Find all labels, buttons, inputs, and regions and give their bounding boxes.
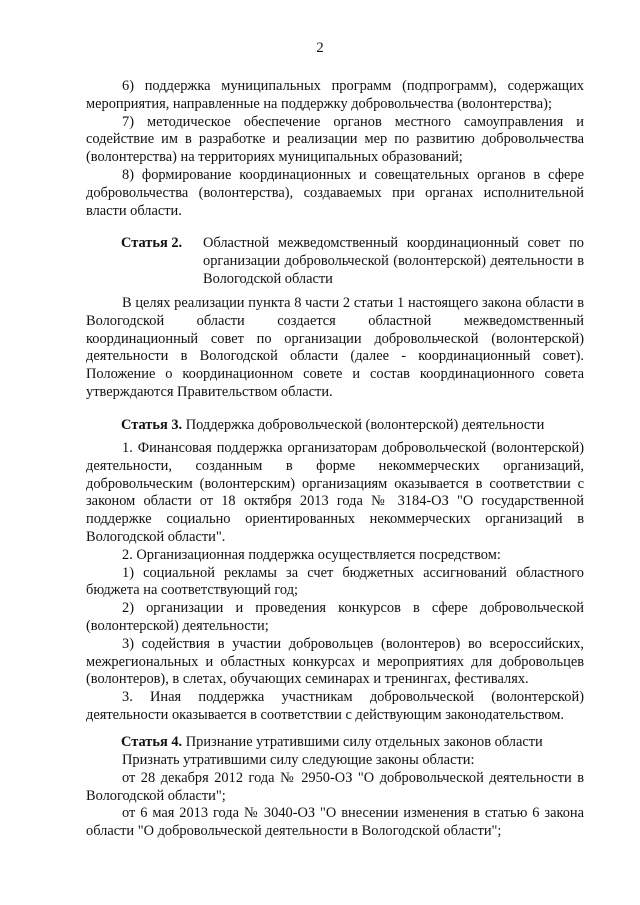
article-3-heading [121, 417, 584, 435]
article-4-label: Статья 4. [121, 734, 183, 750]
article-2-paragraph: В целях реализации пункта 8 части 2 статьи 1 настоящего закона области в Вологодской области создается областной межведомственный координационный совет по организации добровольческой (волонтерской) деятельности в Вологодской области (далее - координационный совет). Положение о координационном совете и состав координационного совета утверждаются Правительством области. [86, 295, 584, 400]
intro-item-8: 8) формирование координационных и совещательных органов в сфере добровольчества (волонтерства), создаваемых при органах исполнительной власти области. [86, 166, 584, 219]
article-4-item-1: от 28 декабря 2012 года № 2950-ОЗ "О добровольческой деятельности в Вологодской области"; [86, 769, 584, 804]
article-3-paragraph-2: 2. Организационная поддержка осуществляется посредством: [122, 546, 501, 563]
article-4-heading [121, 734, 584, 752]
article-3-item-2: 2) организации и проведения конкурсов в сфере добровольческой (волонтерской) деятельности; [86, 600, 584, 634]
intro-list [86, 78, 584, 220]
article-3-label: Статья 3. [121, 417, 183, 433]
article-4-paragraph-1: Признать утратившими силу следующие законы области: [122, 752, 475, 768]
article-4-item-2: от 6 мая 2013 года № 3040-ОЗ "О внесении изменения в статью 6 закона области "О добровольческой деятельности в Вологодской области"; [86, 805, 584, 840]
page-number: 2 [316, 40, 324, 56]
article-3-paragraph-3: 3. Иная поддержка участникам добровольческой (волонтерской) деятельности оказывается в соответствии с действующим законодательством. [86, 689, 584, 723]
article-3-item-1: 1) социальной рекламы за счет бюджетных ассигнований областного бюджета на соответствующий год; [86, 564, 584, 599]
article-3-paragraph-1: 1. Финансовая поддержка организаторам добровольческой (волонтерской) деятельности, созданным в форме некоммерческих организаций, добровольческим (волонтерским) организациям оказывается в соответствии с законом области от 18 октября 2013 года № 3184-ОЗ "О государственной поддержке социально ориентированных некоммерческих организаций в Вологодской области". [86, 440, 584, 545]
article-4-title: Признание утратившими силу отдельных законов области [185, 734, 543, 750]
intro-item-7: 7) методическое обеспечение органов местного самоуправления и содействие им в разработке и реализации мер по развитию добровольчества (волонтерства) на территориях муниципальных образований; [86, 113, 584, 166]
intro-item-6: 6) поддержка муниципальных программ (подпрограмм), содержащих мероприятия, направленные на поддержку добровольчества (волонтерства); [86, 78, 584, 112]
article-2-title: Областной межведомственный координационный совет по организации добровольческой (волонтерской) деятельности в Вологодской области [203, 235, 584, 287]
article-3-title: Поддержка добровольческой (волонтерской) деятельности [185, 417, 545, 433]
article-2-label: Статья 2. [121, 235, 183, 251]
article-3-body [86, 440, 584, 725]
article-4-body [86, 752, 584, 841]
article-2-body [86, 295, 584, 402]
article-3-item-3: 3) содействия в участии добровольцев (волонтеров) во всероссийских, межрегиональных и областных конкурсах и мероприятиях для добровольцев (волонтеров), в слетах, обучающих семинарах и тренингах, фестивалях. [86, 635, 584, 688]
